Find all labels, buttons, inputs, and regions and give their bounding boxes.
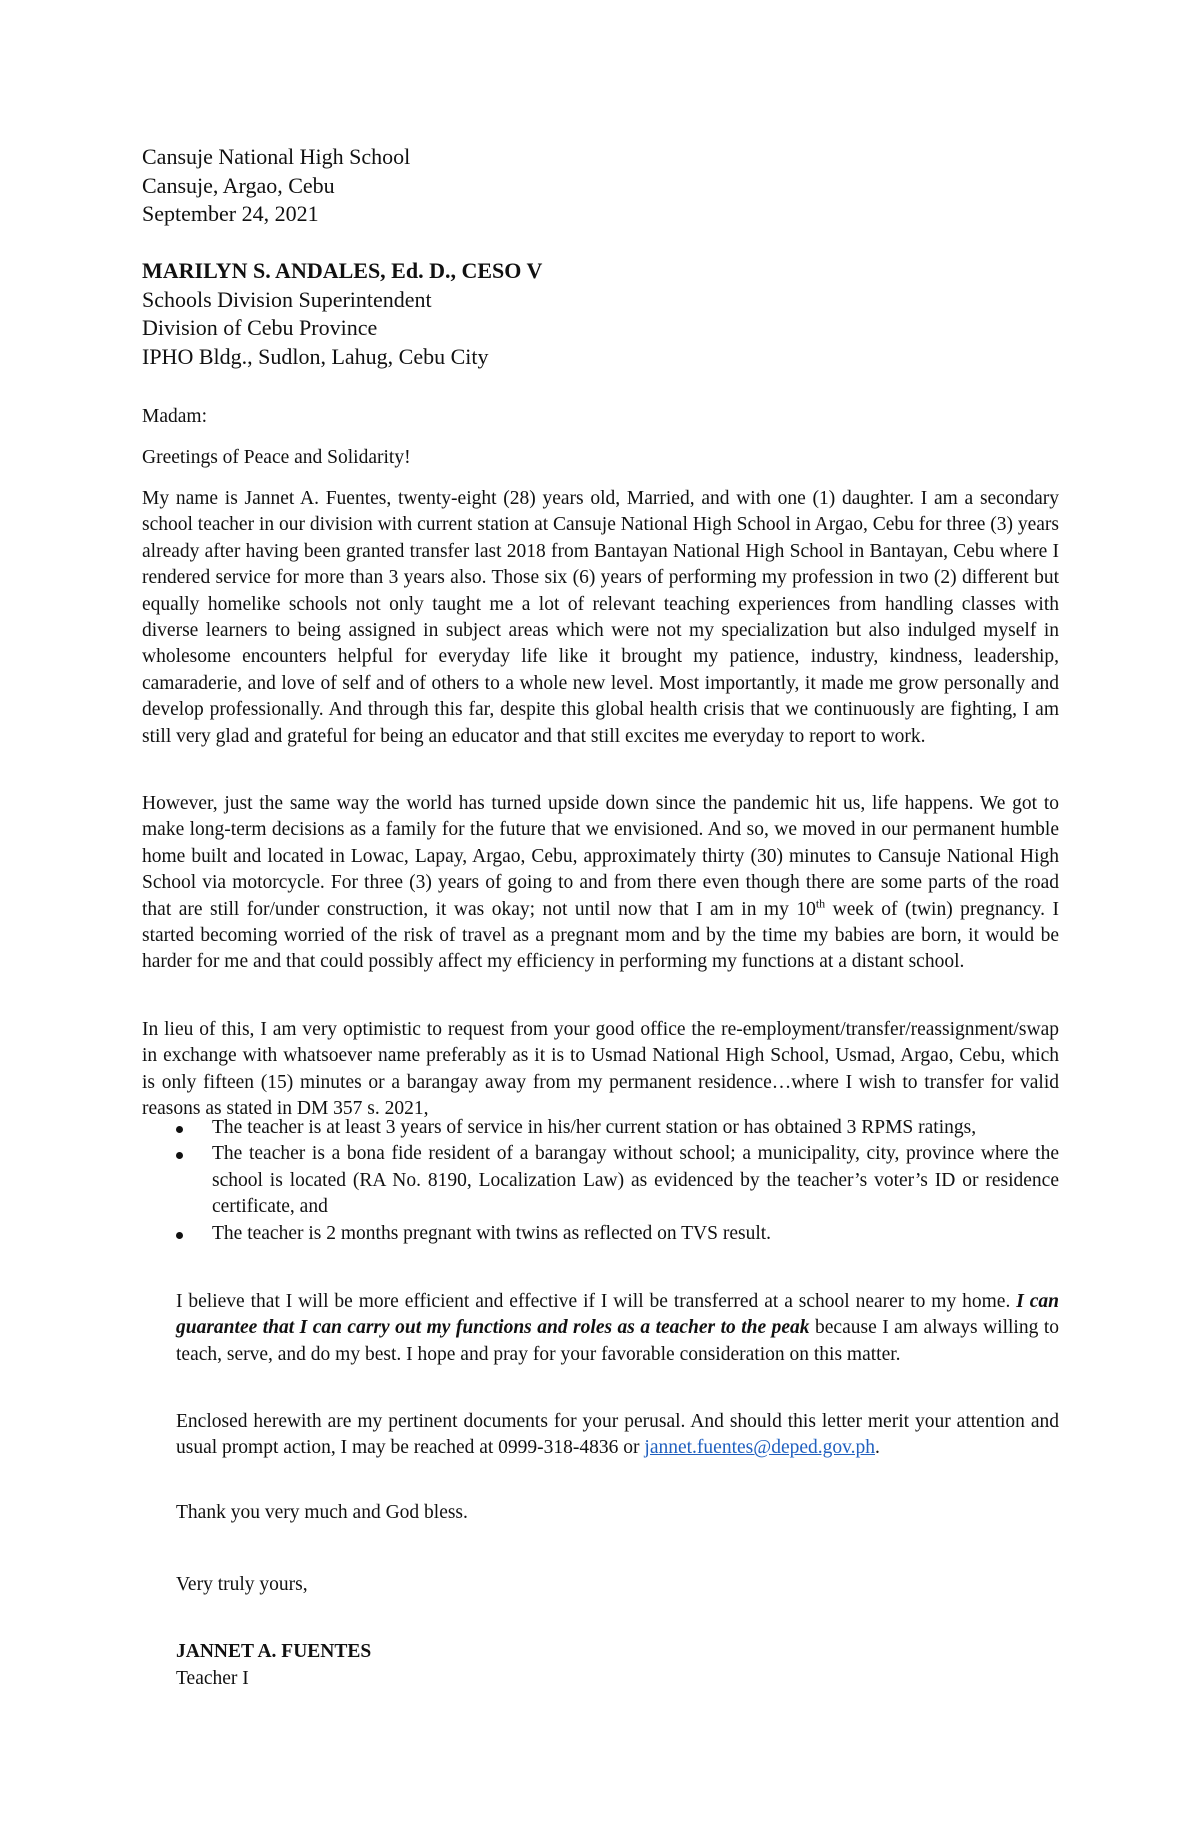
signature-position: Teacher I [176, 1668, 249, 1689]
paragraph-situation: However, just the same way the world has turned upside down since the pandemic hit us, life happens. We got to make long-term decisions as a family for the future that we envisioned. And so, we moved in our permanent humble home built and located in Lowac, Lapay, Argao, Cebu, approximately thirty (30) minutes to Cansuje National High School via motorcycle. For three (3) years of going to and from there even though there are some parts of the road that are still for/under construction, it was okay; not until now that I am in my 10th week of (twin) pregnancy. I started becoming worried of the risk of travel as a pregnant mom and by the time my babies are born, it would be harder for me and that could possibly affect my efficiency in performing my functions at a distant school. [142, 793, 1059, 973]
sender-address: Cansuje, Argao, Cebu [142, 173, 335, 198]
bullet-icon [176, 1152, 183, 1159]
paragraph-assurance: I believe that I will be more efficient and effective if I will be transferred at a school nearer to my home. I can guarantee that I can carry out my functions and roles as a teacher to the peak because I am always willing to teach, serve, and do my best. I hope and pray for your favorable consideration on this matter. [176, 1291, 1060, 1365]
list-item: The teacher is a bona fide resident of a barangay without school; a municipality, city, province where the school is located (RA No. 8190, Localization Law) as evidenced by the teacher’s voter’s ID or residence certificate, and [176, 1141, 1059, 1220]
paragraph-enclosure: Enclosed herewith are my pertinent documents for your perusal. And should this letter merit your attention and usual prompt action, I may be reached at 0999-318-4836 or jannet.fuentes@deped.gov.ph. [176, 1411, 1059, 1459]
salutation: Madam: [142, 406, 207, 427]
recipient-name: MARILYN S. ANDALES, Ed. D., CESO V [142, 258, 543, 283]
thanks-line: Thank you very much and God bless. [176, 1502, 468, 1523]
letter-date: September 24, 2021 [142, 201, 319, 226]
recipient-address: IPHO Bldg., Sudlon, Lahug, Cebu City [142, 344, 489, 369]
signature-name: JANNET A. FUENTES [176, 1641, 372, 1662]
list-item: The teacher is at least 3 years of service in his/her current station or has obtained 3 RPMS ratings, [176, 1115, 1059, 1141]
reasons-list [176, 1115, 1059, 1247]
paragraph-request: In lieu of this, I am very optimistic to request from your good office the re-employment/transfer/reassignment/swap in exchange with whatsoever name preferably as it is to Usmad National High School, Usmad, Argao, Cebu, which is only fifteen (15) minutes or a barangay away from my permanent residence…where I wish to transfer for valid reasons as stated in DM 357 s. 2021, [142, 1019, 1059, 1120]
greeting: Greetings of Peace and Solidarity! [142, 447, 411, 468]
email-link[interactable]: jannet.fuentes@deped.gov.ph [644, 1437, 875, 1459]
bullet-icon [176, 1126, 183, 1133]
recipient-title: Schools Division Superintendent [142, 287, 432, 312]
sender-school: Cansuje National High School [142, 144, 411, 169]
bullet-icon [176, 1232, 183, 1239]
recipient-division: Division of Cebu Province [142, 315, 378, 340]
paragraph-introduction: My name is Jannet A. Fuentes, twenty-eight (28) years old, Married, and with one (1) daughter. I am a secondary school teacher in our division with current station at Cansuje National High School in Argao, Cebu for three (3) years already after having been granted transfer last 2018 from Bantayan National High School in Bantayan, Cebu where I rendered service for more than 3 years also. Those six (6) years of performing my profession in two (2) different but equally homelike schools not only taught me a lot of relevant teaching experiences from handling classes with diverse learners to being assigned in subject areas which were not my specialization but also indulged myself in wholesome encounters helpful for everyday life like it brought my patience, industry, kindness, leadership, camaraderie, and love of self and of others to a whole new level. Most importantly, it made me grow personally and develop professionally. And through this far, despite this global health crisis that we continuously are fighting, I am still very glad and grateful for being an educator and that still excites me everyday to report to work. [142, 488, 1060, 747]
list-item: The teacher is 2 months pregnant with twins as reflected on TVS result. [176, 1221, 1059, 1247]
closing: Very truly yours, [176, 1574, 308, 1595]
emphasis-text: I can guarantee that I can carry out my functions and roles as a teacher to the peak [176, 1291, 1060, 1339]
